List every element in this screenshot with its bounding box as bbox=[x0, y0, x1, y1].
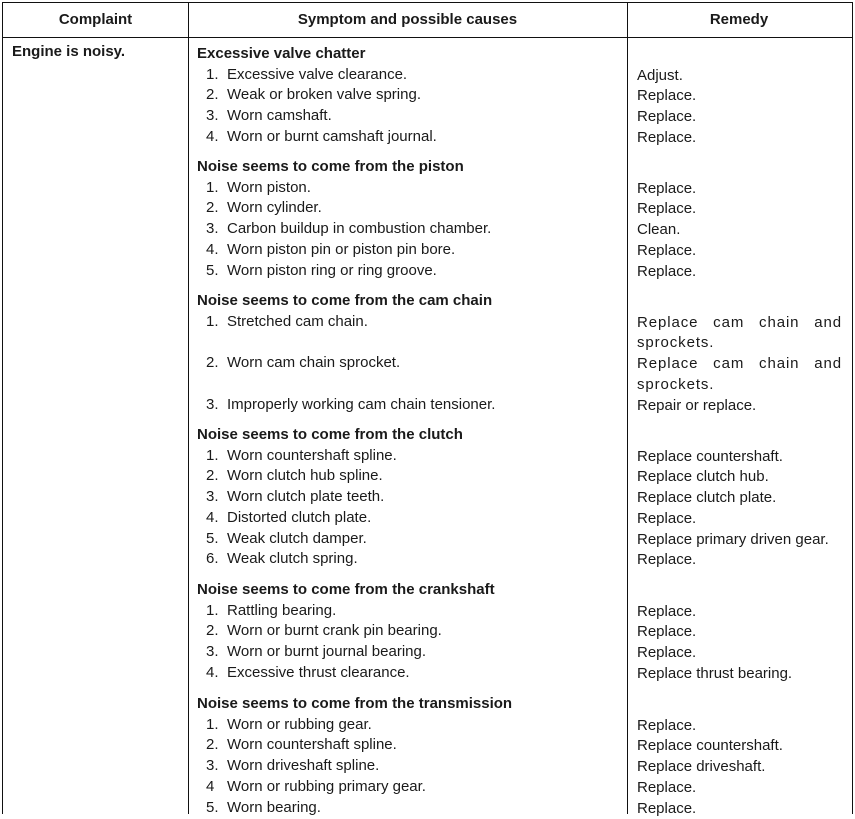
item-number: 2. bbox=[206, 86, 227, 103]
cause-text: Worn or burnt camshaft journal. bbox=[227, 128, 437, 145]
cause-text: Worn clutch plate teeth. bbox=[227, 488, 384, 505]
cause-text: Weak clutch spring. bbox=[227, 550, 358, 567]
cause-item bbox=[206, 354, 400, 371]
remedy-text: Replace. bbox=[637, 86, 842, 107]
cause-item bbox=[206, 313, 368, 330]
column-divider bbox=[627, 3, 628, 814]
cause-item bbox=[206, 550, 358, 567]
troubleshooting-table bbox=[2, 2, 853, 814]
cause-text: Worn piston ring or ring groove. bbox=[227, 262, 437, 279]
cause-text: Worn countershaft spline. bbox=[227, 447, 397, 464]
remedy-text: Repair or replace. bbox=[637, 396, 842, 417]
cause-item bbox=[206, 643, 426, 660]
item-number: 5. bbox=[206, 262, 227, 279]
header-remedy: Remedy bbox=[627, 3, 851, 37]
remedy-text: Replace cam chain and sprockets. bbox=[637, 354, 842, 395]
item-number: 1. bbox=[206, 66, 227, 83]
remedy-text: Replace countershaft. bbox=[637, 736, 842, 757]
cause-text: Worn driveshaft spline. bbox=[227, 757, 379, 774]
item-number: 2. bbox=[206, 736, 227, 753]
header-complaint: Complaint bbox=[3, 3, 188, 37]
group-heading: Noise seems to come from the cam chain bbox=[197, 292, 492, 309]
cause-item bbox=[206, 757, 379, 774]
item-number: 2. bbox=[206, 467, 227, 484]
cause-text: Excessive thrust clearance. bbox=[227, 664, 410, 681]
cause-item bbox=[206, 66, 407, 83]
item-number: 4 bbox=[206, 778, 227, 795]
item-number: 4. bbox=[206, 128, 227, 145]
cause-text: Worn or rubbing primary gear. bbox=[227, 778, 426, 795]
item-number: 1. bbox=[206, 313, 227, 330]
cause-text: Weak clutch damper. bbox=[227, 530, 367, 547]
remedy-text: Replace. bbox=[637, 179, 842, 200]
item-number: 1. bbox=[206, 716, 227, 733]
cause-item bbox=[206, 716, 372, 733]
remedy-text: Replace clutch hub. bbox=[637, 467, 842, 488]
remedy-text: Replace. bbox=[637, 799, 842, 819]
cause-item bbox=[206, 602, 336, 619]
cause-item bbox=[206, 799, 321, 816]
remedy-text: Replace. bbox=[637, 716, 842, 737]
cause-text: Excessive valve clearance. bbox=[227, 66, 407, 83]
cause-item bbox=[206, 736, 397, 753]
cause-text: Worn cylinder. bbox=[227, 199, 322, 216]
item-number: 1. bbox=[206, 447, 227, 464]
remedy-text: Adjust. bbox=[637, 66, 842, 87]
cause-item bbox=[206, 199, 322, 216]
item-number: 2. bbox=[206, 354, 227, 371]
remedy-text: Replace countershaft. bbox=[637, 447, 842, 468]
remedy-text: Replace primary driven gear. bbox=[637, 530, 842, 551]
remedy-text: Replace clutch plate. bbox=[637, 488, 842, 509]
item-number: 3. bbox=[206, 757, 227, 774]
cause-text: Worn camshaft. bbox=[227, 107, 332, 124]
complaint-text: Engine is noisy. bbox=[12, 43, 125, 60]
remedy-text: Replace. bbox=[637, 262, 842, 283]
cause-text: Worn or burnt crank pin bearing. bbox=[227, 622, 442, 639]
cause-item bbox=[206, 396, 495, 413]
cause-item bbox=[206, 86, 421, 103]
cause-text: Worn piston pin or piston pin bore. bbox=[227, 241, 455, 258]
cause-item bbox=[206, 778, 426, 795]
cause-text: Distorted clutch plate. bbox=[227, 509, 371, 526]
remedy-text: Replace. bbox=[637, 509, 842, 530]
remedy-text: Replace. bbox=[637, 550, 842, 571]
cause-text: Worn piston. bbox=[227, 179, 311, 196]
cause-text: Worn clutch hub spline. bbox=[227, 467, 383, 484]
cause-item bbox=[206, 179, 311, 196]
group-heading: Noise seems to come from the piston bbox=[197, 158, 464, 175]
item-number: 3. bbox=[206, 220, 227, 237]
item-number: 2. bbox=[206, 622, 227, 639]
item-number: 4. bbox=[206, 509, 227, 526]
remedy-text: Replace cam chain and sprockets. bbox=[637, 313, 842, 354]
column-divider bbox=[188, 3, 189, 814]
cause-text: Carbon buildup in combustion chamber. bbox=[227, 220, 491, 237]
cause-text: Rattling bearing. bbox=[227, 602, 336, 619]
item-number: 5. bbox=[206, 530, 227, 547]
cause-item bbox=[206, 530, 367, 547]
remedy-text: Replace. bbox=[637, 778, 842, 799]
item-number: 6. bbox=[206, 550, 227, 567]
group-heading: Noise seems to come from the transmission bbox=[197, 695, 512, 712]
cause-text: Worn countershaft spline. bbox=[227, 736, 397, 753]
remedy-text: Clean. bbox=[637, 220, 842, 241]
remedy-text: Replace. bbox=[637, 107, 842, 128]
cause-item bbox=[206, 220, 491, 237]
item-number: 4. bbox=[206, 241, 227, 258]
cause-text: Worn or burnt journal bearing. bbox=[227, 643, 426, 660]
cause-item bbox=[206, 622, 442, 639]
cause-text: Worn bearing. bbox=[227, 799, 321, 816]
item-number: 2. bbox=[206, 199, 227, 216]
remedy-text: Replace thrust bearing. bbox=[637, 664, 842, 685]
cause-item bbox=[206, 241, 455, 258]
cause-text: Worn cam chain sprocket. bbox=[227, 354, 400, 371]
remedy-text: Replace. bbox=[637, 602, 842, 623]
remedy-text: Replace. bbox=[637, 241, 842, 262]
item-number: 4. bbox=[206, 664, 227, 681]
cause-item bbox=[206, 128, 437, 145]
group-heading: Excessive valve chatter bbox=[197, 45, 365, 62]
remedy-text: Replace driveshaft. bbox=[637, 757, 842, 778]
item-number: 1. bbox=[206, 602, 227, 619]
header-divider bbox=[3, 37, 852, 38]
cause-text: Weak or broken valve spring. bbox=[227, 86, 421, 103]
remedy-text: Replace. bbox=[637, 199, 842, 220]
group-heading: Noise seems to come from the crankshaft bbox=[197, 581, 495, 598]
remedy-text: Replace. bbox=[637, 128, 842, 149]
cause-item bbox=[206, 664, 410, 681]
remedy-text: Replace. bbox=[637, 622, 842, 643]
cause-text: Worn or rubbing gear. bbox=[227, 716, 372, 733]
item-number: 5. bbox=[206, 799, 227, 816]
item-number: 3. bbox=[206, 107, 227, 124]
item-number: 3. bbox=[206, 643, 227, 660]
cause-text: Improperly working cam chain tensioner. bbox=[227, 396, 495, 413]
cause-item bbox=[206, 509, 371, 526]
cause-item bbox=[206, 447, 397, 464]
header-symptom: Symptom and possible causes bbox=[188, 3, 627, 37]
cause-item bbox=[206, 262, 437, 279]
remedy-text: Replace. bbox=[637, 643, 842, 664]
cause-item bbox=[206, 488, 384, 505]
item-number: 1. bbox=[206, 179, 227, 196]
item-number: 3. bbox=[206, 488, 227, 505]
group-heading: Noise seems to come from the clutch bbox=[197, 426, 463, 443]
cause-text: Stretched cam chain. bbox=[227, 313, 368, 330]
item-number: 3. bbox=[206, 396, 227, 413]
cause-item bbox=[206, 467, 383, 484]
cause-item bbox=[206, 107, 332, 124]
